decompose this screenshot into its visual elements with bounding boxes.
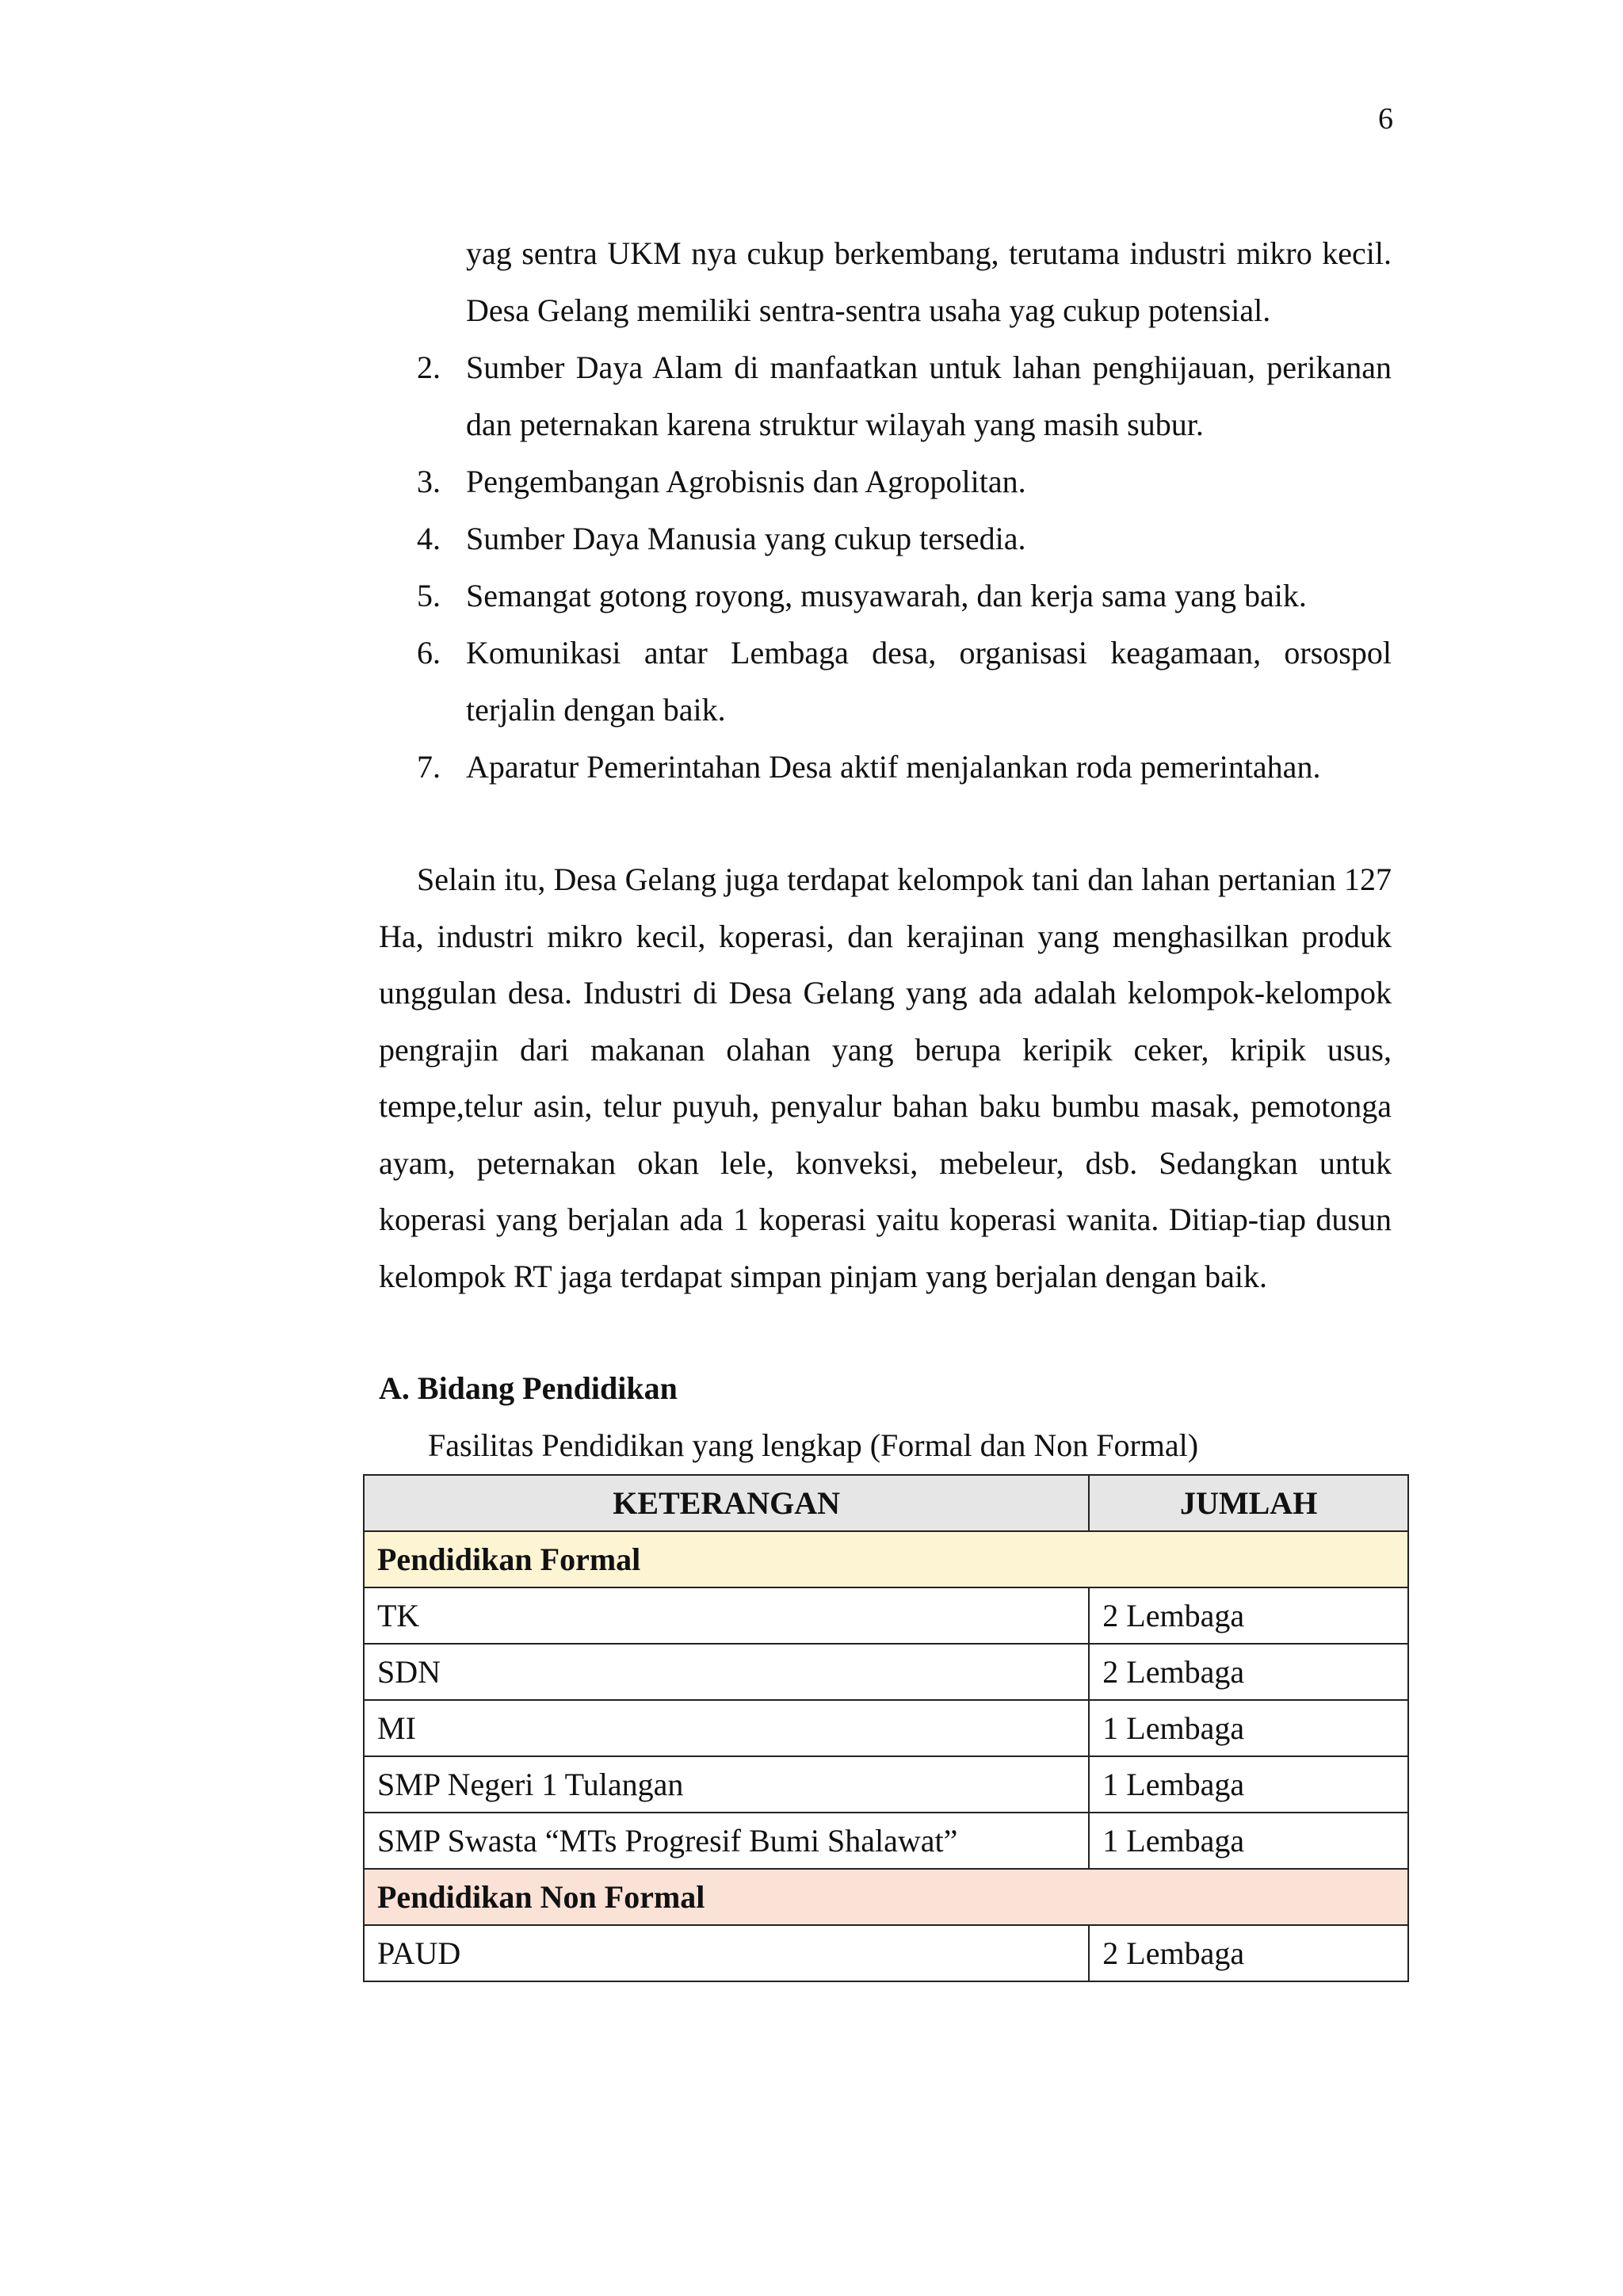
body-paragraph: Selain itu, Desa Gelang juga terdapat kelompok tani dan lahan pertanian 127 Ha, industri mikro kecil, koperasi, dan kerajinan yang menghasilkan produk unggulan desa. Industri di Desa Gelang yang ada adalah kelompok-kelompok pengrajin dari makanan olahan yang berupa keripik ceker, kripik usus, tempe,telur asin, telur puyuh, penyalur bahan baku bumbu masak, pemotonga ayam, peternakan okan lele, konveksi, mebeleur, dsb. Sedangkan untuk koperasi yang berjalan ada 1 koperasi yaitu koperasi wanita. Ditiap-tiap dusun kelompok RT jaga terdapat simpan pinjam yang berjalan dengan baik. bbox=[379, 861, 1392, 1294]
cell-keterangan: SDN bbox=[364, 1644, 1089, 1700]
list-item bbox=[379, 339, 1392, 453]
list-item-number: 4. bbox=[417, 521, 441, 556]
list-item-number: 7. bbox=[417, 749, 441, 785]
list-item bbox=[379, 625, 1392, 739]
list-item-text: Sumber Daya Alam di manfaatkan untuk lahan penghijauan, perikanan dan peternakan karena struktur wilayah yang masih subur. bbox=[466, 350, 1392, 442]
cell-jumlah: 2 Lembaga bbox=[1089, 1587, 1408, 1644]
section-heading: A. Bidang Pendidikan bbox=[379, 1370, 678, 1406]
cell-jumlah: 2 Lembaga bbox=[1089, 1644, 1408, 1700]
list-item bbox=[379, 510, 1392, 567]
list-item-text: Semangat gotong royong, musyawarah, dan kerja sama yang baik. bbox=[466, 578, 1307, 613]
table-row bbox=[364, 1587, 1408, 1644]
table-row bbox=[364, 1644, 1408, 1700]
group-label: Pendidikan Formal bbox=[364, 1531, 1408, 1587]
cell-jumlah: 1 Lembaga bbox=[1089, 1700, 1408, 1756]
list-item-number: 6. bbox=[417, 635, 441, 670]
cell-keterangan: SMP Swasta “MTs Progresif Bumi Shalawat” bbox=[364, 1813, 1089, 1869]
list-item-number: 3. bbox=[417, 464, 441, 499]
cell-keterangan: MI bbox=[364, 1700, 1089, 1756]
table-row bbox=[364, 1925, 1408, 1981]
cell-jumlah: 2 Lembaga bbox=[1089, 1925, 1408, 1981]
list-item-text: Aparatur Pemerintahan Desa aktif menjalankan roda pemerintahan. bbox=[466, 749, 1321, 785]
group-row-nonformal bbox=[364, 1869, 1408, 1925]
cell-keterangan: SMP Negeri 1 Tulangan bbox=[364, 1756, 1089, 1813]
list-item-number: 5. bbox=[417, 578, 441, 613]
list-item-text: Pengembangan Agrobisnis dan Agropolitan. bbox=[466, 464, 1026, 499]
list-item-continuation: yag sentra UKM nya cukup berkembang, terutama industri mikro kecil. Desa Gelang memiliki sentra-sentra usaha yag cukup potensial. bbox=[466, 235, 1392, 328]
page-content bbox=[379, 225, 1392, 1982]
table-row bbox=[364, 1756, 1408, 1813]
strengths-list bbox=[379, 339, 1392, 796]
cell-jumlah: 1 Lembaga bbox=[1089, 1756, 1408, 1813]
cell-keterangan: TK bbox=[364, 1587, 1089, 1644]
list-item-text: Komunikasi antar Lembaga desa, organisasi keagamaan, orsospol terjalin dengan baik. bbox=[466, 635, 1392, 728]
cell-jumlah: 1 Lembaga bbox=[1089, 1813, 1408, 1869]
table-header-row bbox=[364, 1475, 1408, 1531]
table-caption: Fasilitas Pendidikan yang lengkap (Formal dan Non Formal) bbox=[428, 1427, 1199, 1463]
table-row bbox=[364, 1700, 1408, 1756]
list-item bbox=[379, 739, 1392, 796]
group-row-formal bbox=[364, 1531, 1408, 1587]
education-facilities-table bbox=[363, 1474, 1409, 1982]
list-item-text: Sumber Daya Manusia yang cukup tersedia. bbox=[466, 521, 1026, 556]
list-item bbox=[379, 453, 1392, 510]
list-item bbox=[379, 567, 1392, 625]
table-row bbox=[364, 1813, 1408, 1869]
column-header-jumlah: JUMLAH bbox=[1089, 1475, 1408, 1531]
cell-keterangan: PAUD bbox=[364, 1925, 1089, 1981]
group-label: Pendidikan Non Formal bbox=[364, 1869, 1408, 1925]
page-number: 6 bbox=[1378, 102, 1393, 136]
list-item-number: 2. bbox=[417, 350, 441, 385]
column-header-keterangan: KETERANGAN bbox=[364, 1475, 1089, 1531]
